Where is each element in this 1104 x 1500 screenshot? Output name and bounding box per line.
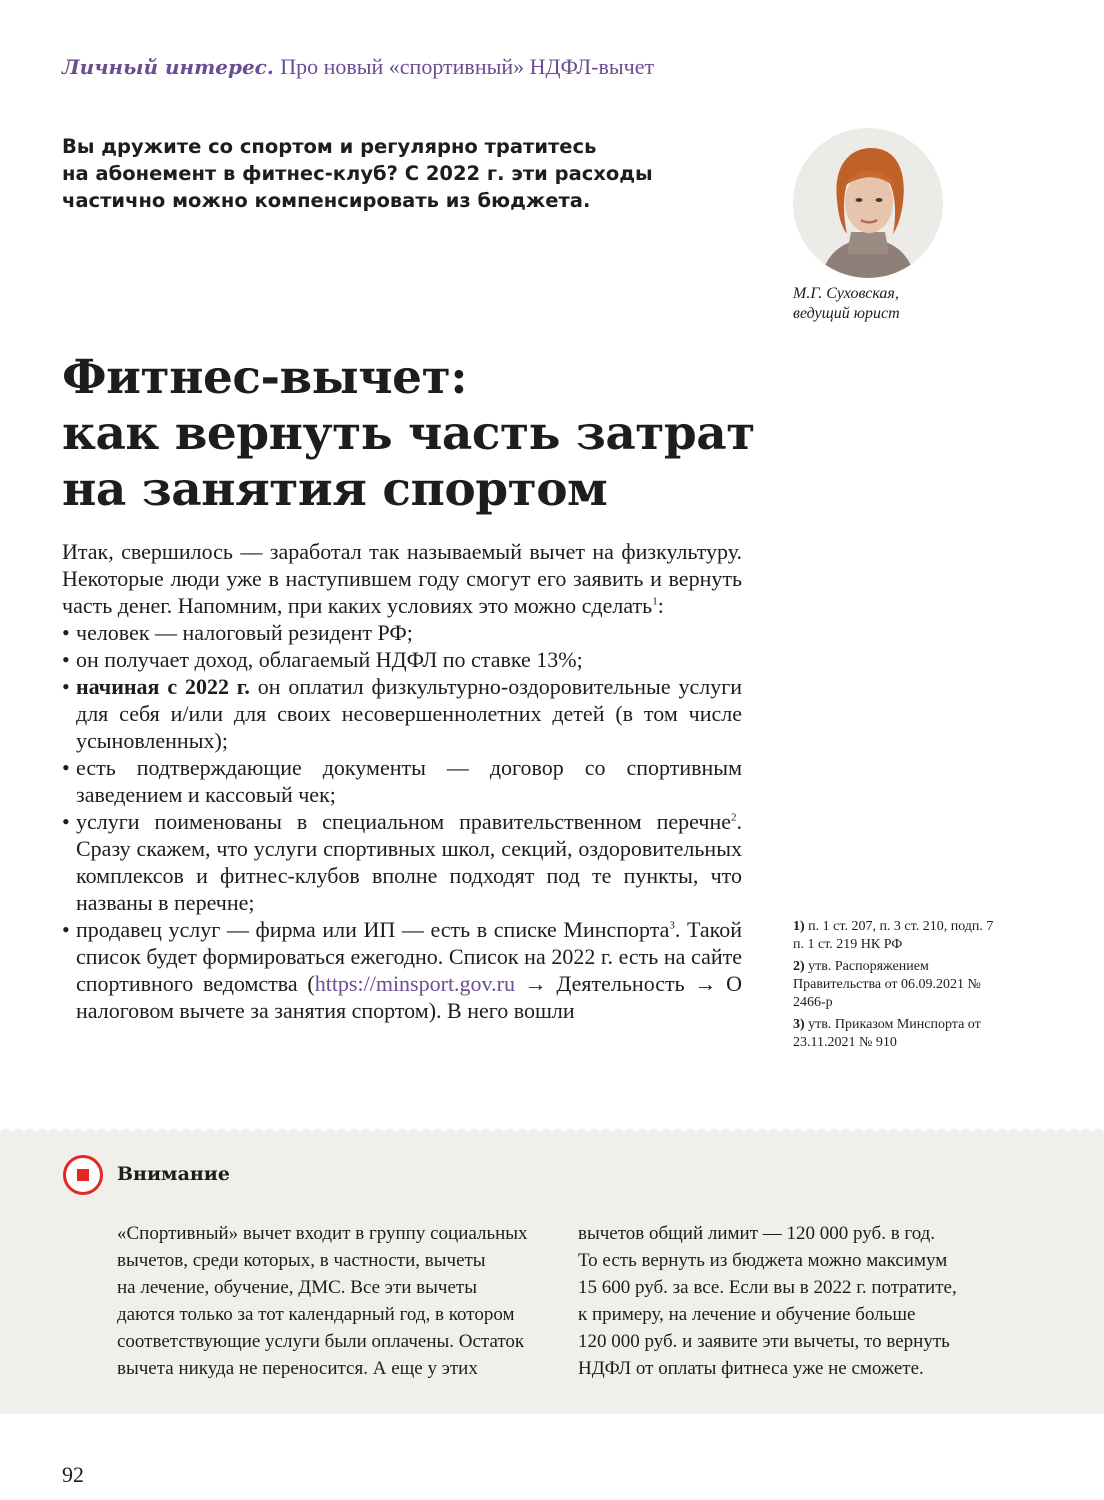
footnote-text: утв. Приказом Минспорта от 23.11.2021 № 910 [793, 1017, 981, 1050]
list-item-emphasis: начиная с 2022 г. [76, 674, 250, 699]
notice-wavy-edge [0, 1126, 1104, 1136]
notice-line: к примеру, на лечение и обучение больше [578, 1304, 916, 1325]
title-line: как вернуть часть затрат [62, 406, 755, 461]
bullet-icon: • [62, 620, 70, 645]
notice-line: соответствующие услуги были оплачены. Остаток [117, 1331, 525, 1352]
list-item [62, 754, 742, 808]
lead-line: частично можно компенсировать из бюджета. [62, 189, 591, 212]
article-body [62, 538, 742, 1024]
intro-end: : [657, 593, 664, 618]
footnote-text: утв. Распоряжением Правительства от 06.09.2021 № 2466-р [793, 959, 981, 1010]
author-name: М.Г. Суховская, [793, 285, 899, 302]
author-portrait-icon [793, 128, 943, 278]
notice-text-left [117, 1220, 557, 1382]
footnote [793, 918, 1003, 954]
intro-paragraph [62, 538, 742, 619]
footnote [793, 1016, 1003, 1052]
notice-line: НДФЛ от оплаты фитнеса уже не сможете. [578, 1358, 924, 1379]
footnote-number: 1) [793, 919, 805, 934]
list-item-text: услуги поименованы в специальном правительственном перечне [76, 809, 731, 834]
lead-line: Вы дружите со спортом и регулярно тратитесь [62, 135, 597, 158]
footnote-ref: 3 [669, 919, 675, 932]
author-caption [793, 284, 900, 324]
list-item [62, 916, 742, 1024]
notice-line: 15 600 руб. за все. Если вы в 2022 г. потратите, [578, 1277, 957, 1298]
footnote [793, 958, 1003, 1012]
list-item-text: человек — налоговый резидент РФ; [76, 620, 413, 645]
footnote-number: 3) [793, 1017, 805, 1032]
notice-line: вычетов, среди которых, в частности, вычеты [117, 1250, 486, 1271]
list-item-text: есть подтверждающие документы — договор со спортивным заведением и кассовый чек; [76, 755, 742, 807]
list-item-text: продавец услуг — фирма или ИП — есть в списке Минспорта [76, 917, 670, 942]
notice-line: даются только за тот календарный год, в котором [117, 1304, 515, 1325]
list-item [62, 808, 742, 916]
stop-icon [63, 1155, 103, 1195]
bullet-icon: • [62, 917, 70, 942]
notice-line: вычета никуда не переносится. А еще у этих [117, 1358, 478, 1379]
page-number: 92 [62, 1462, 84, 1487]
footnote-number: 2) [793, 959, 805, 974]
title-line: на занятия спортом [62, 462, 608, 517]
footnotes [793, 918, 1003, 1056]
running-header [62, 54, 654, 80]
rubric-label: Личный интерес. [62, 55, 274, 79]
footnote-ref: 1 [652, 595, 658, 608]
list-item-text: . Такой список будет формироваться ежегодно. Список на 2022 г. есть на сайте спортивного ведомства ( [76, 917, 742, 996]
notice-title: Внимание [117, 1163, 230, 1185]
footnote-text: п. 1 ст. 207, п. 3 ст. 210, подп. 7 п. 1 ст. 219 НК РФ [793, 919, 994, 952]
list-item-text: он получает доход, облагаемый НДФЛ по ставке 13%; [76, 647, 583, 672]
footnote-ref: 2 [731, 811, 737, 824]
notice-line: вычетов общий лимит — 120 000 руб. в год. [578, 1223, 936, 1244]
lead-paragraph [62, 133, 702, 214]
list-item-text: . Сразу скажем, что услуги спортивных школ, секций, оздоровительных комплексов и фитнес-клубов вполне подходят под те пункты, что названы в перечне; [76, 809, 742, 915]
bullet-icon: • [62, 809, 70, 834]
notice-line: «Спортивный» вычет входит в группу социальных [117, 1223, 528, 1244]
author-role: ведущий юрист [793, 305, 900, 322]
minsport-link[interactable]: https://minsport.gov.ru [314, 971, 515, 996]
rubric-topic: Про новый «спортивный» НДФЛ-вычет [280, 54, 655, 79]
notice-text-right [578, 1220, 1018, 1382]
bullet-icon: • [62, 647, 70, 672]
bullet-icon: • [62, 674, 70, 699]
notice-line: 120 000 руб. и заявите эти вычеты, то вернуть [578, 1331, 950, 1352]
list-item [62, 646, 742, 673]
list-item [62, 619, 742, 646]
list-item [62, 673, 742, 754]
title-line: Фитнес-вычет: [62, 350, 468, 405]
lead-line: на абонемент в фитнес-клуб? С 2022 г. эти расходы [62, 162, 653, 185]
notice-line: То есть вернуть из бюджета можно максимум [578, 1250, 948, 1271]
author-photo [793, 128, 943, 278]
article-title [62, 350, 755, 518]
list-item-text: он оплатил физкультурно-оздоровительные услуги для себя и/или для своих несовершеннолетних детей (в том числе усыновленных); [76, 674, 742, 753]
notice-line: на лечение, обучение, ДМС. Все эти вычеты [117, 1277, 477, 1298]
conditions-list [62, 619, 742, 1024]
list-item-text: → Деятельность → О налоговом вычете за занятия спортом). В него вошли [76, 971, 742, 1023]
bullet-icon: • [62, 755, 70, 780]
intro-text: Итак, свершилось — заработал так называемый вычет на физкультуру. Некоторые люди уже в наступившем году смогут его заявить и вернуть часть денег. Напомним, при каких условиях это можно сделать [62, 539, 742, 618]
